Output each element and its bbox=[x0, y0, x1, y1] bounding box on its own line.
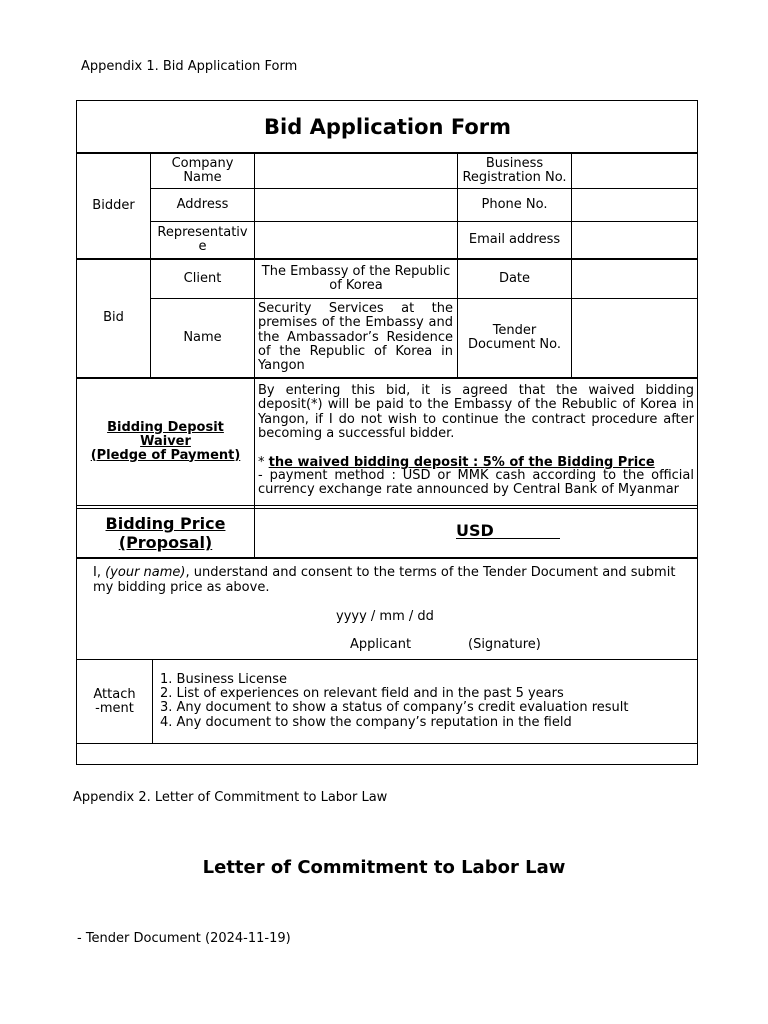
deposit-note-bold: the waived bidding deposit : 5% of the Bidding Price bbox=[268, 455, 655, 470]
applicant-label: Applicant bbox=[350, 637, 412, 652]
email-label: Email address bbox=[468, 232, 561, 247]
consent-body: , understand and consent to the terms of the Tender Document and submit my bidding price as above. bbox=[93, 565, 676, 595]
divider bbox=[152, 659, 153, 743]
deposit-waiver-label bbox=[77, 378, 254, 505]
bid-name-value: Security Services at the premises of the Embassy and the Ambassador’s Residence of the Republic of Korea in Yangon bbox=[258, 301, 453, 374]
divider bbox=[77, 659, 698, 660]
representative-label: Representative bbox=[157, 225, 248, 254]
phone-label: Phone No. bbox=[481, 197, 548, 212]
currency-label: USD bbox=[456, 521, 494, 540]
representative-field[interactable] bbox=[255, 222, 457, 258]
list-item: 2. List of experiences on relevant field and in the past 5 years bbox=[160, 686, 564, 702]
client-label: Client bbox=[183, 270, 222, 286]
address-field[interactable] bbox=[255, 189, 457, 221]
company-name-label: Company Name bbox=[171, 155, 234, 185]
attachment-list bbox=[160, 673, 629, 730]
bidder-section-label: Bidder bbox=[92, 197, 135, 213]
tender-document-label: Tender Document No. bbox=[467, 323, 562, 352]
address-label: Address bbox=[176, 197, 229, 212]
price-input-line[interactable] bbox=[456, 538, 560, 539]
name-label: Name bbox=[183, 330, 222, 345]
date-label: Date bbox=[498, 270, 531, 286]
deposit-label-line1: Bidding Deposit bbox=[107, 419, 224, 435]
appendix1-caption: Appendix 1. Bid Application Form bbox=[81, 59, 298, 74]
deposit-text: By entering this bid, it is agreed that the waived bidding deposit(*) will be paid to the Embassy of the Rebublic of Korea in Yangon, if I do not wish to continue the contract procedure after becoming a successful bidder. bbox=[258, 383, 694, 441]
divider bbox=[77, 505, 698, 506]
phone-field[interactable] bbox=[572, 189, 698, 221]
client-value: The Embassy of the Republic of Korea bbox=[261, 263, 451, 293]
divider bbox=[77, 743, 698, 744]
list-item: 4. Any document to show the company’s reputation in the field bbox=[160, 714, 572, 730]
bidding-price-line2: (Proposal) bbox=[118, 533, 213, 552]
form-title: Bid Application Form bbox=[264, 114, 511, 139]
deposit-note-star: * bbox=[258, 455, 269, 470]
attachment-label bbox=[77, 660, 152, 743]
date-field[interactable] bbox=[572, 259, 698, 298]
business-registration-field[interactable] bbox=[572, 153, 698, 188]
deposit-label-line2: Waiver bbox=[140, 433, 191, 449]
company-name-field[interactable] bbox=[255, 153, 457, 188]
consent-text bbox=[93, 566, 683, 595]
email-field[interactable] bbox=[572, 222, 698, 258]
bidding-price-line1: Bidding Price bbox=[105, 514, 226, 533]
letter-title: Letter of Commitment to Labor Law bbox=[202, 857, 566, 878]
list-item: 3. Any document to show a status of company’s credit evaluation result bbox=[160, 700, 629, 716]
your-name-placeholder: (your name) bbox=[105, 565, 186, 580]
attachment-label-line1: Attach bbox=[93, 686, 136, 702]
deposit-label-line3: (Pledge of Payment) bbox=[90, 447, 241, 463]
consent-prefix: I, bbox=[93, 565, 106, 580]
date-format: yyyy / mm / dd bbox=[336, 609, 434, 624]
bidding-price-label bbox=[77, 509, 254, 557]
payment-method-text: - payment method : USD or MMK cash according to the official currency exchange rate announced by Central Bank of Myanmar bbox=[258, 468, 694, 498]
signature-label: (Signature) bbox=[468, 637, 541, 652]
list-item: 1. Business License bbox=[160, 672, 288, 687]
tender-document-field[interactable] bbox=[572, 299, 698, 377]
appendix2-caption: Appendix 2. Letter of Commitment to Labor Law bbox=[73, 790, 388, 805]
tender-reference: - Tender Document (2024-11-19) bbox=[77, 931, 291, 946]
attachment-label-line2: -ment bbox=[95, 700, 134, 716]
bid-section-label: Bid bbox=[103, 310, 124, 325]
business-registration-label: Business Registration No. bbox=[462, 155, 567, 185]
divider bbox=[77, 557, 698, 559]
